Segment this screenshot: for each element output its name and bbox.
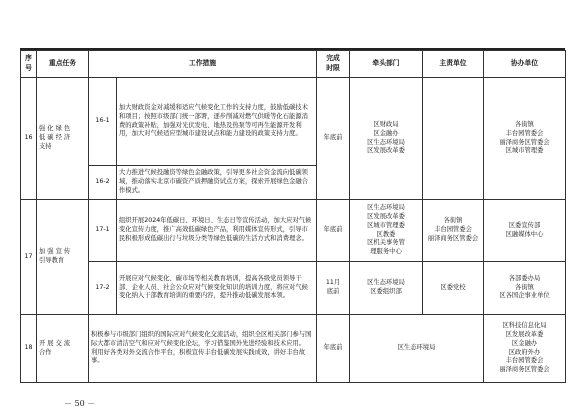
header-cooperating: 协办单位 xyxy=(484,51,566,78)
row-deadline: 11月 底前 xyxy=(317,262,350,315)
header-no: 序 号 xyxy=(21,51,37,78)
row-lead: 区生态环境局 区发展改革委 区城市管理委 区教委 区机关事务管 理服务中心 xyxy=(350,200,423,262)
row-lead: 区生态环境局 区委组织部 xyxy=(350,262,423,315)
row-deadline: 年底前 xyxy=(317,315,350,383)
row-task: 加 强 宣 传 引导教育 xyxy=(37,200,89,315)
measure-text: 大力推进气候投融资等绿色金融政策，引导更多社会资金流向低碳领域，推动落实北京市碳资产质押融资试点方案，探索开展绿色金融合作模式。 xyxy=(117,166,317,200)
header-task: 重点任务 xyxy=(37,51,89,78)
table-row xyxy=(21,315,566,383)
measure-text: 组织开展2024年低碳日、环境日、生态日等宣传活动，加大应对气候变化宣传力度，推广高效低碳绿色产品，利用媒体宣传形式，引导市民积极形成低碳出行与垃圾分类等绿色低碳的生活方式和消费理念。 xyxy=(117,200,317,262)
header-deadline: 完成 时限 xyxy=(317,51,350,78)
row-no: 16 xyxy=(21,78,37,200)
measure-text: 积极参与市级部门组织的国际应对气候变化交流活动，组织全区相关部门参与国际大都市清洁空气和应对气候变化论坛，学习借鉴国外先进经验和技术应用。 利用好各类对外交流合作平台，积极宣传丰台低碳发展实践成效，讲好丰台故事。 xyxy=(89,315,317,383)
table-header-row xyxy=(21,51,566,78)
work-measures-table xyxy=(20,50,566,383)
header-responsible: 主责单位 xyxy=(423,51,484,78)
row-deadline: 年底前 xyxy=(317,200,350,262)
measure-text: 加大财政资金对减缓和适应气候变化工作的支持力度，鼓励低碳技术和项目；按照市级部门统一部署，逐步削减对燃气供暖等化石能源消费的政策补贴，加强对光伏发电、地热及热泵等可再生能源开发利用，加大对气候适应型城市建设试点和能力建设的政策支持力度。 xyxy=(117,78,317,166)
measure-id: 17-2 xyxy=(89,262,117,315)
row-deadline: 年底前 xyxy=(317,78,350,200)
row-no: 17 xyxy=(21,200,37,315)
row-lead: 区财政局 区金融办 区生态环境局 区发展改革委 xyxy=(350,78,423,200)
header-measures: 工作措施 xyxy=(89,51,317,78)
row-responsible: 各街镇 丰台园管委会 丽泽商务区管委会 xyxy=(423,200,484,262)
table-row xyxy=(21,262,566,315)
row-cooperating: 各街镇 丰台园管委会 丽泽商务区管委会 区城市管理委 xyxy=(484,78,566,200)
page-number: － 50 － xyxy=(64,399,96,408)
row-task: 开 展 交 流 合作 xyxy=(37,315,89,383)
measure-id: 17-1 xyxy=(89,200,117,262)
table-row xyxy=(21,200,566,262)
row-task: 强 化 绿 色 低 碳 经 济 支持 xyxy=(37,78,89,200)
row-no: 18 xyxy=(21,315,37,383)
row-responsible: 区委党校 xyxy=(423,262,484,315)
measure-text: 开展应对气候变化、碳市场等相关教育培训，提高各级党员领导干部、企业人员、社会公众应对气候变化知识的培训力度，将应对气候变化纳入干部教育培训的重要内容，提升推动低碳发展本领。 xyxy=(117,262,317,315)
measure-id: 16-1 xyxy=(89,78,117,166)
row-cooperating: 各部委办局 各街镇 区各国企事业单位 xyxy=(484,262,566,315)
row-cooperating: 区委宣传部 区融媒体中心 xyxy=(484,200,566,262)
row-lead: 区生态环境局 xyxy=(350,315,484,383)
measure-id: 16-2 xyxy=(89,166,117,200)
header-lead: 牵头部门 xyxy=(350,51,423,78)
table-row xyxy=(21,78,566,166)
row-responsible xyxy=(423,78,484,200)
row-cooperating: 区科技信息化局 区发展改革委 区金融办 区政府外办 丰台园管委会 丽泽商务区管委会 xyxy=(484,315,566,383)
